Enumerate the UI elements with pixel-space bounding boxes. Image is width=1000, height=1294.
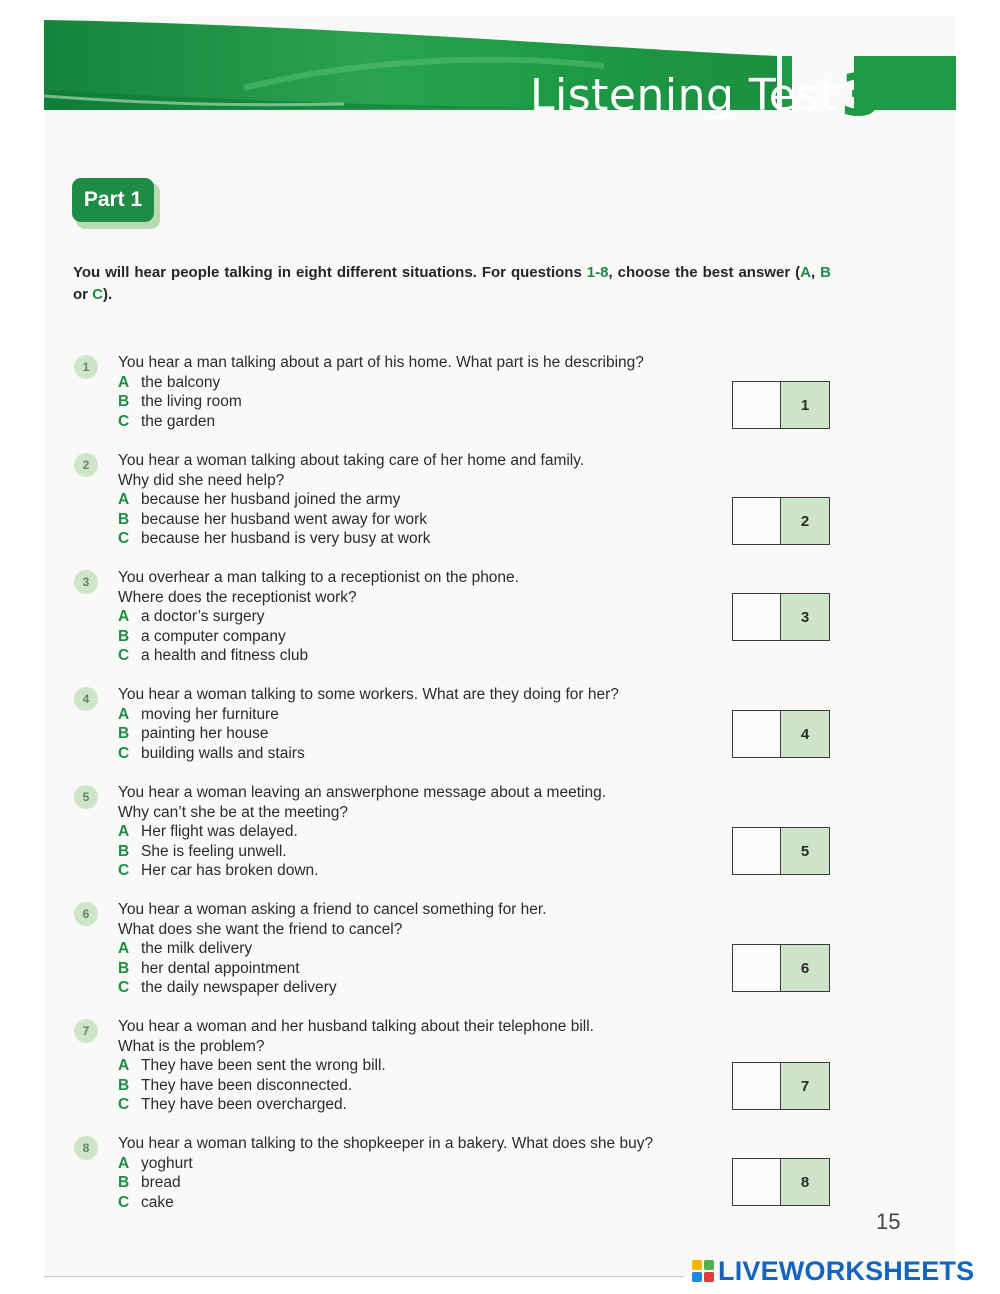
option-letter: B: [118, 393, 130, 410]
option-letter: C: [118, 1096, 130, 1113]
option-text: the garden: [141, 412, 216, 430]
answer-box-2: [732, 497, 830, 545]
answer-input-8[interactable]: [733, 1159, 781, 1205]
liveworksheets-logo: [692, 1256, 974, 1286]
option-letter: C: [118, 530, 130, 547]
question-number: 1: [74, 355, 98, 379]
logo-grid-icon: [692, 1260, 714, 1282]
instructions-sep: or: [73, 286, 93, 303]
option-letter: B: [118, 1174, 130, 1191]
option-text: building walls and stairs: [141, 744, 305, 762]
instructions-option-b: B: [820, 264, 831, 281]
option-b: [118, 510, 728, 530]
option-letter: C: [118, 979, 130, 996]
part-label: Part 1: [72, 178, 154, 222]
answer-label: 7: [781, 1063, 829, 1109]
question-stem: Why can’t she be at the meeting?: [118, 803, 349, 821]
answer-box-5: [732, 827, 830, 875]
question-number: 7: [74, 1019, 98, 1043]
answer-label: 6: [781, 945, 829, 991]
option-c: [118, 412, 728, 432]
answer-label: 5: [781, 828, 829, 874]
instructions: [73, 262, 831, 306]
option-a: [118, 1056, 728, 1076]
question-stem: Where does the receptionist work?: [118, 588, 357, 606]
option-text: Her car has broken down.: [141, 862, 319, 879]
answer-input-4[interactable]: [733, 711, 781, 757]
option-letter: B: [118, 725, 130, 742]
option-a: [118, 490, 728, 510]
answer-box-7: [732, 1062, 830, 1110]
question-number: 5: [74, 785, 98, 809]
option-a: [118, 705, 728, 725]
question-body: [118, 1134, 728, 1212]
test-number: 3: [841, 61, 882, 129]
question-stem: You overhear a man talking to a receptionist on the phone.: [118, 569, 519, 586]
page-title: Listening Test: [530, 70, 838, 121]
instructions-lead: You will hear people talking in eight different situations. For questions: [73, 264, 587, 281]
option-text: because her husband joined the army: [141, 491, 401, 508]
answer-box-6: [732, 944, 830, 992]
question-body: [118, 685, 728, 763]
answer-label: 4: [781, 711, 829, 757]
question-stem: You hear a man talking about a part of his home. What part is he describing?: [118, 354, 644, 371]
option-letter: A: [118, 823, 130, 840]
option-b: [118, 1173, 728, 1193]
answer-input-7[interactable]: [733, 1063, 781, 1109]
question-number: 4: [74, 687, 98, 711]
option-text: moving her furniture: [141, 705, 279, 723]
option-text: the living room: [141, 393, 242, 410]
option-text: a doctor’s surgery: [141, 608, 265, 625]
question-stem: What is the problem?: [118, 1037, 265, 1055]
option-c: [118, 1193, 728, 1213]
question-body: [118, 568, 728, 666]
question-number: 8: [74, 1136, 98, 1160]
option-letter: A: [118, 373, 130, 391]
option-c: [118, 529, 728, 549]
answer-input-6[interactable]: [733, 945, 781, 991]
option-a: [118, 373, 728, 393]
option-letter: C: [118, 744, 130, 762]
question-body: [118, 1017, 728, 1115]
option-c: [118, 744, 728, 764]
answer-label: 8: [781, 1159, 829, 1205]
answer-input-2[interactable]: [733, 498, 781, 544]
page-divider: [44, 1276, 684, 1277]
option-b: [118, 959, 728, 979]
option-letter: A: [118, 705, 130, 723]
option-a: [118, 607, 728, 627]
option-text: the daily newspaper delivery: [141, 979, 337, 996]
option-text: because her husband went away for work: [141, 510, 428, 528]
question-stem: What does she want the friend to cancel?: [118, 920, 403, 938]
option-b: [118, 1076, 728, 1096]
option-text: They have been overcharged.: [141, 1096, 347, 1113]
answer-label: 2: [781, 498, 829, 544]
option-letter: A: [118, 1057, 130, 1074]
option-c: [118, 861, 728, 881]
question-number: 2: [74, 453, 98, 477]
option-text: They have been sent the wrong bill.: [141, 1057, 386, 1074]
option-text: bread: [141, 1174, 181, 1191]
answer-box-1: [732, 381, 830, 429]
option-c: [118, 646, 728, 666]
question-stem: You hear a woman leaving an answerphone message about a meeting.: [118, 784, 607, 801]
option-text: They have been disconnected.: [141, 1076, 353, 1094]
part-badge: [72, 178, 160, 228]
option-text: painting her house: [141, 725, 269, 742]
option-c: [118, 1095, 728, 1115]
option-letter: C: [118, 412, 130, 430]
question-stem: You hear a woman and her husband talking about their telephone bill.: [118, 1018, 594, 1035]
instructions-range: 1-8: [586, 264, 609, 281]
option-letter: A: [118, 940, 130, 957]
option-b: [118, 842, 728, 862]
option-letter: C: [118, 1193, 130, 1211]
question-body: [118, 451, 728, 549]
option-b: [118, 627, 728, 647]
answer-box-4: [732, 710, 830, 758]
question-stem: You hear a woman talking to the shopkeeper in a bakery. What does she buy?: [118, 1135, 654, 1152]
answer-input-3[interactable]: [733, 594, 781, 640]
option-text: She is feeling unwell.: [141, 842, 287, 860]
option-text: cake: [141, 1193, 174, 1211]
option-b: [118, 392, 728, 412]
option-c: [118, 978, 728, 998]
option-letter: A: [118, 491, 130, 508]
question-stem: You hear a woman talking about taking care of her home and family.: [118, 452, 585, 469]
question-body: [118, 353, 728, 431]
question-number: 6: [74, 902, 98, 926]
logo-text: LIVEWORKSHEETS: [718, 1255, 975, 1286]
option-letter: B: [118, 510, 130, 528]
question-body: [118, 783, 728, 881]
option-letter: B: [118, 627, 130, 645]
page-number: 15: [876, 1209, 901, 1234]
option-text: the milk delivery: [141, 940, 253, 957]
instructions-tail: ).: [103, 286, 113, 303]
option-text: a computer company: [141, 627, 286, 645]
answer-label: 3: [781, 594, 829, 640]
answer-box-3: [732, 593, 830, 641]
header-banner: [44, 18, 956, 129]
option-a: [118, 939, 728, 959]
option-letter: C: [118, 647, 130, 664]
answer-label: 1: [781, 382, 829, 428]
option-b: [118, 724, 728, 744]
question-number: 3: [74, 570, 98, 594]
question-body: [118, 900, 728, 998]
instructions-option-c: C: [92, 286, 104, 303]
option-text: a health and fitness club: [141, 647, 309, 664]
instructions-option-a: A: [800, 264, 811, 281]
instructions-mid: , choose the best answer (: [608, 264, 801, 281]
option-letter: B: [118, 959, 130, 977]
answer-input-1[interactable]: [733, 382, 781, 428]
option-a: [118, 822, 728, 842]
option-letter: C: [118, 862, 130, 879]
option-text: because her husband is very busy at work: [141, 530, 431, 547]
option-letter: A: [118, 608, 130, 625]
question-stem: Why did she need help?: [118, 471, 285, 489]
option-letter: A: [118, 1154, 130, 1172]
option-text: the balcony: [141, 373, 221, 391]
option-a: [118, 1154, 728, 1174]
option-text: Her flight was delayed.: [141, 823, 298, 840]
question-stem: You hear a woman asking a friend to cancel something for her.: [118, 901, 547, 918]
question-stem: You hear a woman talking to some workers. What are they doing for her?: [118, 686, 619, 703]
instructions-sep: ,: [810, 264, 821, 281]
option-text: yoghurt: [141, 1154, 193, 1172]
answer-box-8: [732, 1158, 830, 1206]
option-letter: B: [118, 1076, 130, 1094]
option-letter: B: [118, 842, 130, 860]
option-text: her dental appointment: [141, 959, 300, 977]
answer-input-5[interactable]: [733, 828, 781, 874]
